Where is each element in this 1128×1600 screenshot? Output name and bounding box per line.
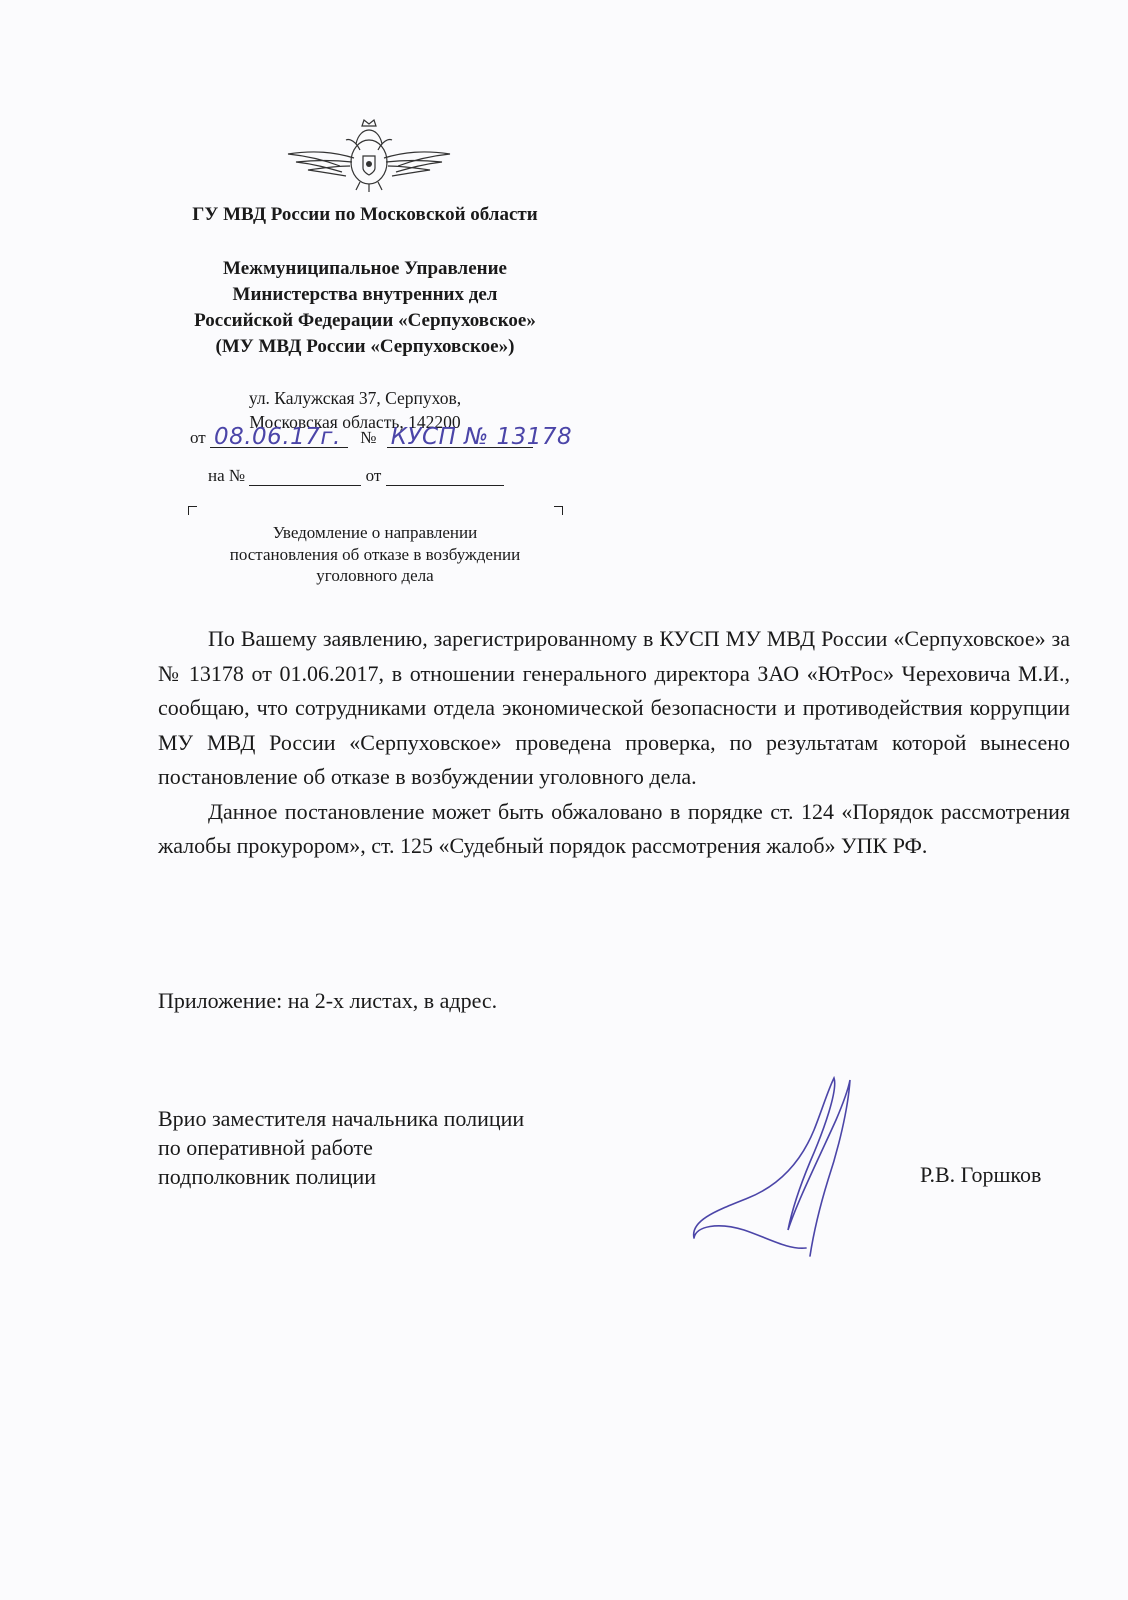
address-line: Московская область, 142200 — [249, 412, 461, 432]
department-line: Российской Федерации «Серпуховское» — [194, 310, 536, 331]
department-line: (МУ МВД России «Серпуховское») — [215, 336, 515, 357]
signatory-name: Р.В. Горшков — [920, 1162, 1042, 1187]
ministry-name: ГУ МВД России по Московской области — [192, 204, 538, 225]
department-line: Межмуниципальное Управление — [223, 258, 507, 279]
position-line: Врио заместителя начальника полиции — [158, 1106, 525, 1131]
number-label: № — [360, 428, 377, 447]
position-line: по оперативной работе — [158, 1135, 373, 1160]
letter-body — [158, 622, 1070, 864]
number-field — [387, 424, 573, 450]
position-line: подполковник полиции — [158, 1164, 377, 1189]
reply-from-label: от — [365, 466, 382, 485]
outgoing-registration — [190, 424, 573, 450]
subject-line: уголовного дела — [316, 566, 434, 585]
signature-icon — [688, 1060, 878, 1280]
letter-subject — [190, 522, 560, 587]
subject-line: постановления об отказе в возбуждении — [229, 544, 521, 564]
address-corner-mark — [554, 506, 563, 515]
body-paragraph: По Вашему заявлению, зарегистрированному в КУСП МУ МВД России «Серпуховское» за № 13178 от 01.06.2017, в отношении генерального директора ЗАО «ЮтРос» Череховича М.И., сообщаю, что сотрудниками отдела экономической безопасности и противодействия коррупции МУ МВД России «Серпуховское» проведена проверка, по результатам которой вынесено постановление об отказе в возбуждении уголовного дела. — [158, 626, 1070, 789]
address-corner-mark — [188, 506, 197, 515]
department-name — [120, 256, 610, 360]
from-label: от — [190, 428, 206, 447]
address-line: ул. Калужская 37, Серпухов, — [248, 388, 462, 408]
attachment-note: Приложение: на 2-х листах, в адрес. — [158, 988, 498, 1013]
reply-registration — [208, 466, 504, 486]
reply-to-label: на № — [208, 466, 246, 485]
subject-line: Уведомление о направлении — [272, 523, 478, 542]
reply-number-field — [249, 467, 361, 486]
date-field — [210, 424, 348, 450]
handwritten-date: 08.06.17г. — [213, 424, 341, 450]
signatory-position — [158, 1104, 524, 1191]
handwritten-number: КУСП № 13178 — [390, 424, 573, 450]
mvd-emblem-icon — [284, 116, 454, 196]
reply-date-field — [386, 467, 504, 486]
department-line: Министерства внутренних дел — [232, 284, 498, 305]
body-paragraph: Данное постановление может быть обжаловано в порядке ст. 124 «Порядок рассмотрения жалобы прокурором», ст. 125 «Судебный порядок рассмотрения жалоб» УПК РФ. — [158, 798, 1070, 858]
